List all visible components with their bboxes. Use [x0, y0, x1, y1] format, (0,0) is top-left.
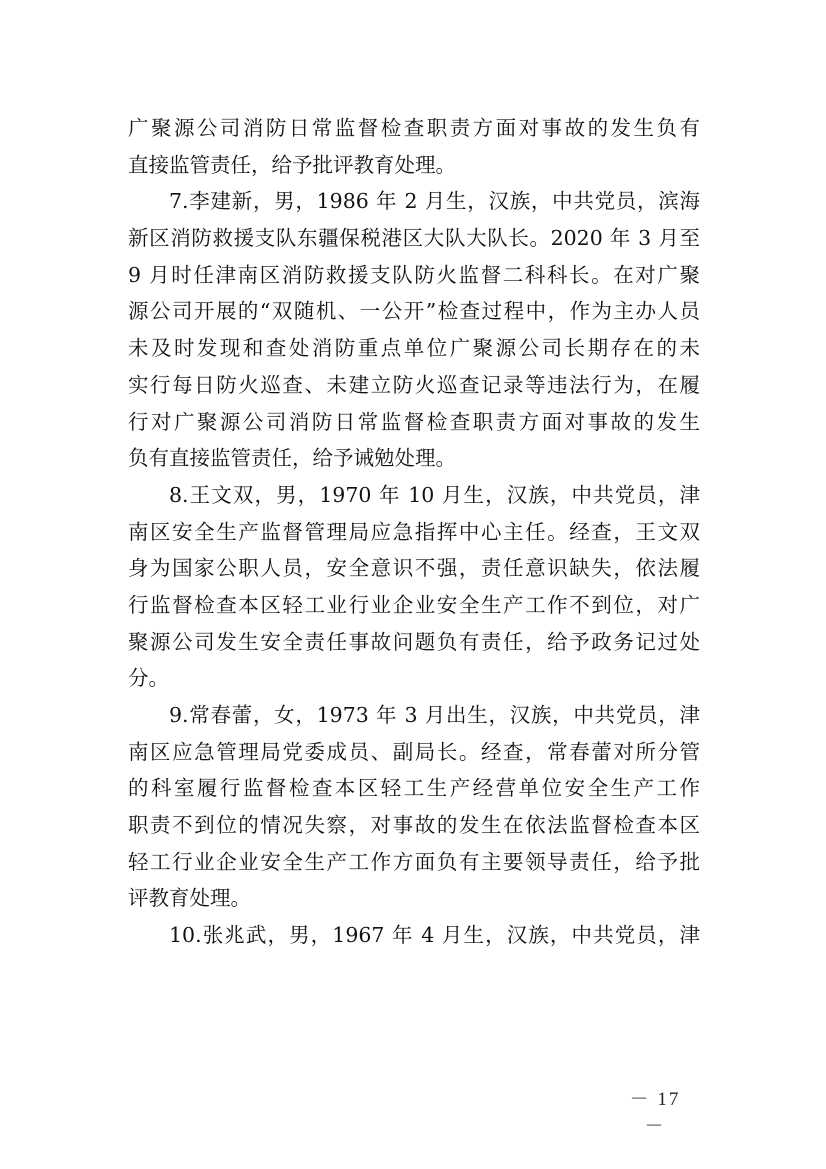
- body-text: [128, 110, 700, 954]
- text-line: 8.王文双，男，1970 年 10 月生，汉族，中共党员，津: [169, 482, 700, 507]
- text-line: 负有直接监管责任，给予诫勉处理。: [128, 446, 456, 471]
- paragraph-item-9: [128, 697, 700, 917]
- text-line: 分。: [128, 666, 169, 691]
- text-line: 行对广聚源公司消防日常监督检查职责方面对事故的发生: [128, 409, 700, 434]
- text-line: 新区消防救援支队东疆保税港区大队大队长。2020 年 3 月至: [128, 226, 700, 251]
- text-line: 7.李建新，男，1986 年 2 月生，汉族，中共党员，滨海: [169, 189, 700, 214]
- paragraph-item-10: [128, 917, 700, 954]
- text-line: 聚源公司发生安全责任事故问题负有责任，给予政务记过处: [128, 629, 700, 654]
- text-line: 直接监管责任，给予批评教育处理。: [128, 152, 456, 177]
- page-number: － 17 －: [629, 1089, 681, 1137]
- text-line: 9.常春蕾，女，1973 年 3 月出生，汉族，中共党员，津: [169, 703, 700, 727]
- text-line: 广聚源公司消防日常监督检查职责方面对事故的发生负有: [128, 116, 700, 140]
- text-line: 实行每日防火巡查、未建立防火巡查记录等违法行为，在履: [128, 372, 700, 397]
- text-line: 南区安全生产监督管理局应急指挥中心主任。经查，王文双: [128, 519, 700, 544]
- text-line: 未及时发现和查处消防重点单位广聚源公司长期存在的未: [128, 336, 700, 361]
- text-line: 身为国家公职人员，安全意识不强，责任意识缺失，依法履: [128, 556, 700, 581]
- text-line: 9 月时任津南区消防救援支队防火监督二科科长。在对广聚: [128, 262, 700, 287]
- text-line: 10.张兆武，男，1967 年 4 月生，汉族，中共党员，津: [169, 923, 700, 948]
- text-line: 源公司开展的“双随机、一公开”检查过程中，作为主办人员: [128, 299, 700, 324]
- text-line: 评教育处理。: [128, 886, 251, 911]
- text-line: 南区应急管理局党委成员、副局长。经查，常春蕾对所分管: [128, 739, 700, 764]
- text-line: 轻工行业企业安全生产工作方面负有主要领导责任，给予批: [128, 849, 700, 874]
- text-line: 的科室履行监督检查本区轻工生产经营单位安全生产工作: [128, 776, 700, 801]
- paragraph-item-8: [128, 477, 700, 697]
- text-line: 职责不到位的情况失察，对事故的发生在依法监督检查本区: [128, 813, 700, 838]
- paragraph: [128, 110, 700, 183]
- paragraph-item-7: [128, 183, 700, 477]
- text-line: 行监督检查本区轻工业行业企业安全生产工作不到位，对广: [128, 592, 700, 617]
